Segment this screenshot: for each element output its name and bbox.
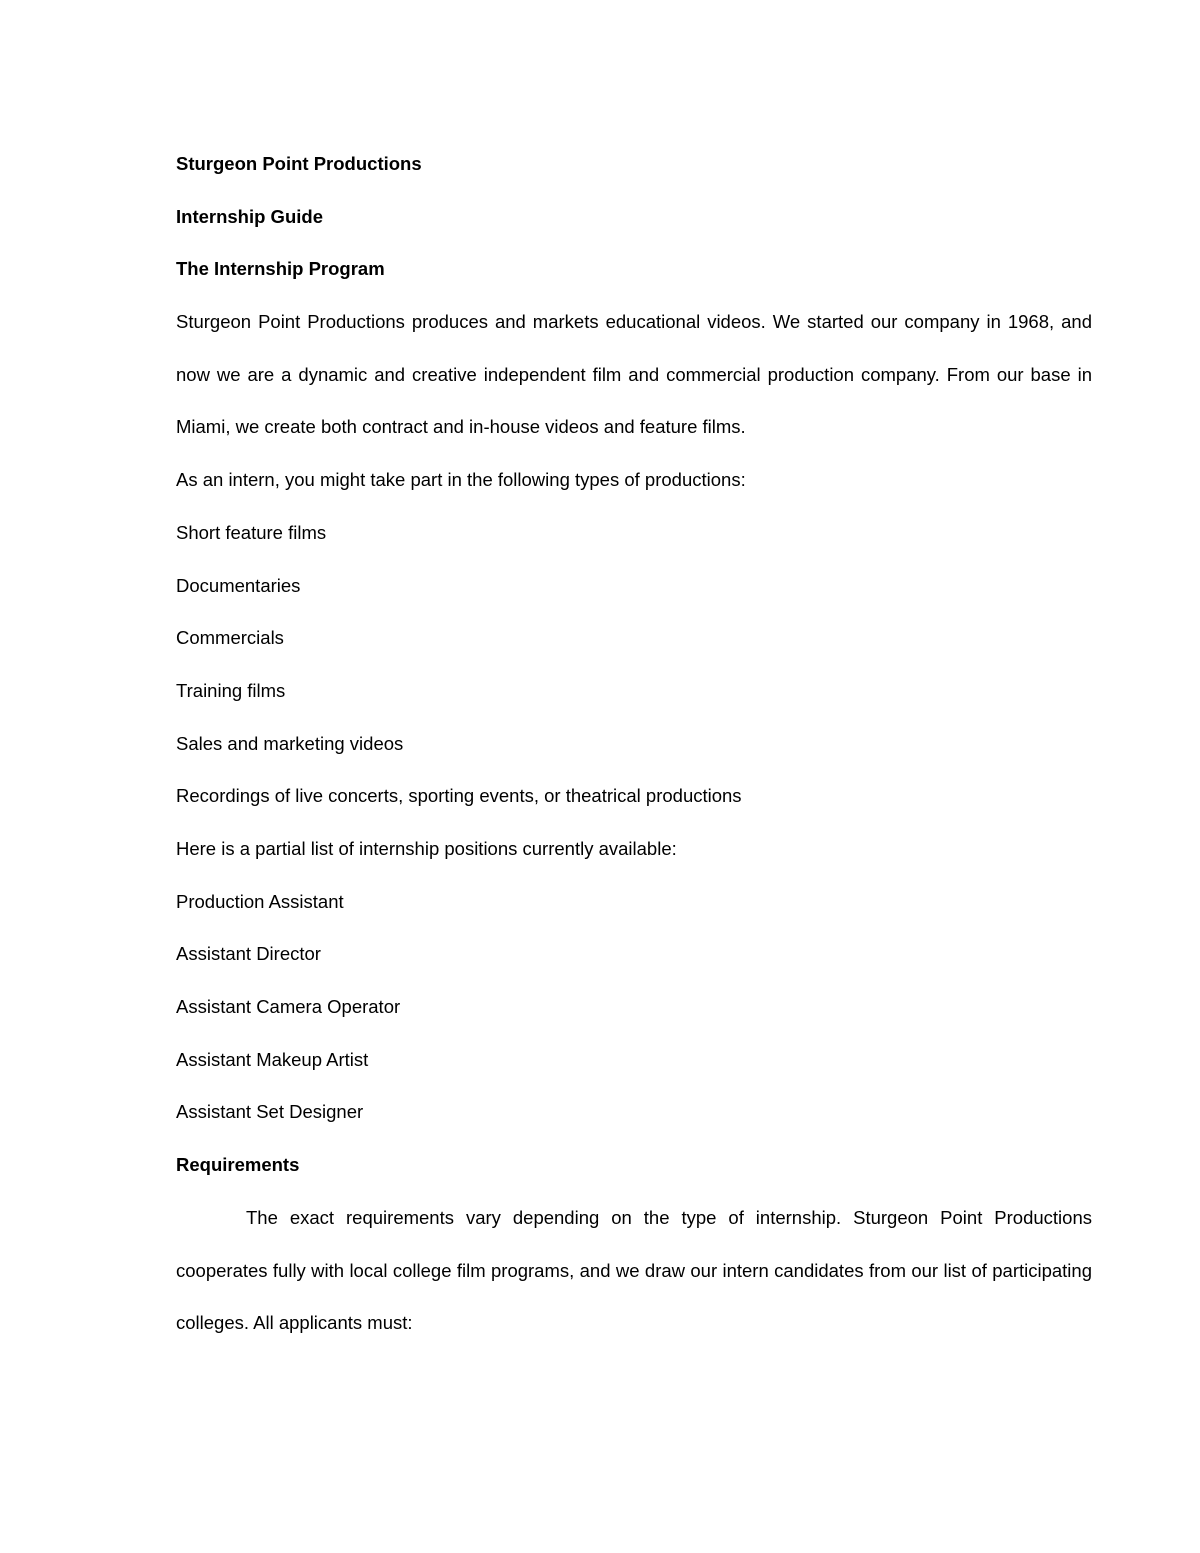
positions-intro: Here is a partial list of internship positions currently available: [176, 837, 677, 859]
production-item: Recordings of live concerts, sporting events, or theatrical productions [176, 785, 742, 807]
production-item: Training films [176, 679, 286, 701]
program-heading: The Internship Program [176, 258, 385, 280]
production-item: Commercials [176, 627, 284, 649]
position-item: Assistant Director [176, 943, 321, 965]
program-paragraph: Sturgeon Point Productions produces and markets educational videos. We started our company in 1968, and now we are a dynamic and creative independent film and commercial production company. From our base in Miami, we create both contract and in-house videos and feature films. [176, 311, 1092, 438]
position-item: Production Assistant [176, 890, 344, 912]
company-title: Sturgeon Point Productions [176, 153, 422, 174]
production-item: Short feature films [176, 521, 327, 543]
production-item: Documentaries [176, 574, 301, 596]
document-body [176, 138, 1092, 1350]
guide-title: Internship Guide [176, 205, 323, 227]
requirements-paragraph: The exact requirements vary depending on the type of internship. Sturgeon Point Productions cooperates fully with local college film programs, and we draw our intern candidates from our list of participating colleges. All applicants must: [176, 1206, 1092, 1334]
requirements-heading: Requirements [176, 1154, 300, 1176]
position-item: Assistant Makeup Artist [176, 1048, 369, 1070]
position-item: Assistant Set Designer [176, 1101, 364, 1123]
productions-intro: As an intern, you might take part in the following types of productions: [176, 469, 746, 491]
position-item: Assistant Camera Operator [176, 996, 401, 1018]
production-item: Sales and marketing videos [176, 732, 404, 754]
